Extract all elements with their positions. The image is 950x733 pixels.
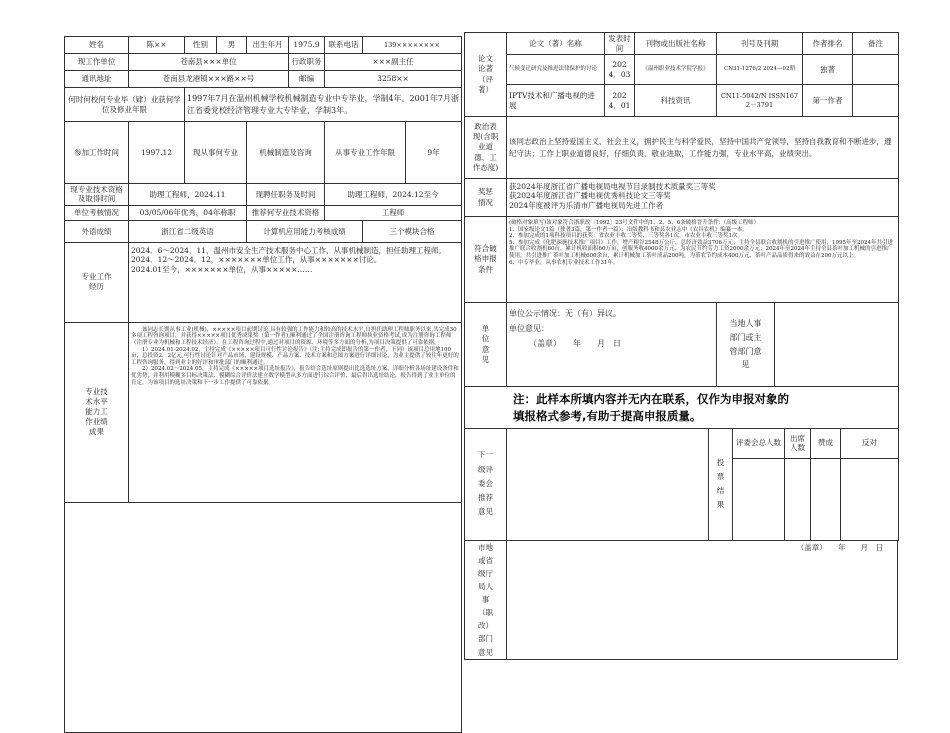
paper-time: 2024．01 bbox=[605, 85, 635, 117]
unit-label: 单位意见 bbox=[465, 303, 507, 387]
unit-opinion: 单位意见： bbox=[509, 324, 549, 334]
phone-label: 联系电话 bbox=[325, 37, 363, 54]
city-opinion-area bbox=[507, 540, 898, 659]
condition-line: 1、国家级论文1篇（独著3篇，第一作者一篇）；出版教科书和县农业志中《农具农机》编纂一本。 bbox=[509, 226, 748, 233]
work-unit-value: 苍南县×××单位 bbox=[129, 54, 289, 71]
name-label: 姓名 bbox=[65, 37, 129, 54]
basic-info-table bbox=[64, 36, 462, 733]
city-table bbox=[464, 540, 898, 660]
vote-yes-value bbox=[811, 458, 841, 540]
left-form bbox=[64, 36, 461, 733]
award-line: 2024年度被评为乐清市广播电视局先进工作者 bbox=[509, 200, 664, 210]
current-pro-label: 现从事何专业 bbox=[185, 122, 247, 184]
foreign-value: 浙江省二级英语 bbox=[129, 220, 247, 242]
hr-label: 当地人事部门或主管部门意见 bbox=[717, 303, 775, 387]
committee-label: 下一级评委会推荐意见 bbox=[465, 428, 507, 540]
unit-publicity: 单位公示情况：无（有）异议。 bbox=[509, 309, 621, 318]
papers-header-journal: 刊物或出版社名称 bbox=[635, 33, 717, 55]
current-pro-value: 机械制造及咨询 bbox=[247, 122, 325, 184]
condition-line: 2、参加完成的1项科技项目的获奖：省农业丰收二等奖、三等奖各1次，市农业丰收三等奖1次。 bbox=[509, 233, 744, 240]
hire-label: 现聘任职务及时间 bbox=[247, 184, 325, 206]
committee-opinion-area bbox=[507, 428, 709, 540]
admin-post-label: 行政职务 bbox=[289, 54, 325, 71]
phone-value: 139×××××××× bbox=[363, 37, 462, 54]
computer-value: 三个模块合格 bbox=[363, 220, 462, 242]
paper-rank: 独著 bbox=[803, 55, 853, 85]
papers-label: 论文论著（评著） bbox=[465, 33, 507, 117]
postcode-label: 邮编 bbox=[289, 71, 325, 88]
postcode-value: 3258×× bbox=[325, 71, 462, 88]
vote-total-value bbox=[733, 458, 785, 540]
paper-title: 气候变迁研究及推进法律保护的讨论 bbox=[507, 55, 605, 85]
birth-value: 1975.9 bbox=[289, 37, 325, 54]
hr-opinion-area bbox=[775, 303, 899, 387]
vote-no-value bbox=[841, 458, 899, 540]
vote-present-label: 出席人数 bbox=[785, 428, 811, 458]
unit-seal: （盖章） 年 月 日 bbox=[529, 339, 621, 349]
right-form bbox=[464, 32, 898, 660]
achievement-content bbox=[129, 322, 462, 502]
paper-journal: 《温州职业技术学院学报》 bbox=[635, 55, 717, 85]
achievement-label: 专业技术水平能力工作业绩成果 bbox=[65, 322, 129, 502]
hire-value: 助理工程师，2024.12至今 bbox=[325, 184, 462, 206]
gender-value: 男 bbox=[217, 37, 247, 54]
vote-yes-label: 赞成 bbox=[811, 428, 841, 458]
paper-time: 2024．03 bbox=[605, 55, 635, 85]
title-label: 现专业技术资格及取得时间 bbox=[65, 184, 129, 206]
papers-header-issn: 刊号及刊期 bbox=[717, 33, 803, 55]
education-value: 1997年7月在温州机械学校机械制造专业中专毕业，学制4年。2001年7月浙江省委党校经济管理专业大专毕业，学制3年。 bbox=[185, 88, 462, 122]
experience-line: 2024.01至今，×××××××单位，从事×××××…… bbox=[131, 264, 313, 274]
experience-line: 2024．12～2024．12，×××××××单位工作，从事×××××××讨论。 bbox=[131, 255, 382, 265]
city-seal: （盖章） 年 月 日 bbox=[796, 542, 883, 552]
papers-header-rank: 作者排名 bbox=[803, 33, 853, 55]
awards-content bbox=[507, 179, 899, 217]
paper-rank: 第一作者 bbox=[803, 85, 853, 117]
foreign-label: 外语成绩 bbox=[65, 220, 129, 242]
experience-content bbox=[129, 242, 462, 322]
assess-value: 03/05/06年优秀，04年称职 bbox=[129, 205, 247, 220]
award-line: 获2024年度浙江省广播电视局电视节目录制技术质量奖三等奖 bbox=[509, 182, 716, 191]
birth-label: 出生年月 bbox=[247, 37, 289, 54]
left-blank-area bbox=[65, 502, 462, 732]
pro-years-value: 9年 bbox=[406, 122, 462, 184]
paper-note bbox=[853, 85, 899, 117]
note-area bbox=[465, 387, 899, 429]
papers-header-time: 发表时间 bbox=[605, 33, 635, 55]
join-work-value: 1997.12 bbox=[129, 122, 185, 184]
name-value: 陈×× bbox=[129, 37, 185, 54]
assess-label: 单位考核情况 bbox=[65, 205, 129, 220]
join-work-label: 参加工作时间 bbox=[65, 122, 129, 184]
right-table bbox=[464, 32, 899, 429]
work-unit-label: 现工作单位 bbox=[65, 54, 129, 71]
vote-present-value bbox=[785, 458, 811, 540]
committee-table bbox=[464, 428, 899, 541]
paper-note bbox=[853, 55, 899, 85]
condition-line: 6、中专毕业，从事农机专业技术工作31年。 bbox=[509, 259, 619, 266]
table-row bbox=[465, 55, 899, 85]
award-line: 获2024年度浙江省广播电视优秀科技论文三等奖 bbox=[509, 191, 671, 201]
politics-label: 政治表现(含职业道德、工作态度) bbox=[465, 117, 507, 179]
condition-line: 5、参加完成《化肥深施技术推广项目》工作，增产粮谷2548万公斤，总经济效益3706万元；主持全县联合收割机的引进推广使用，1995年至2024年共引进推广联合收割机60台，累计机收面积60万亩，创服务收4000余万元，为农民节约劳力工资2000余万元；2024年至2024年主持全县茶叶加工机械的引进推广使用，共引进推广茶叶加工机械600余台，累计机械加工茶叶成品200吨，为茶农节约成本400万元，茶叶产品品质得来的效益在200万元以上。 bbox=[509, 239, 893, 259]
achievement-paragraph: 1）2024.01-2024.02，主持完成《×××××项目可行性讨论报告》（注:主持完成即报告的第一作者，下同）该项目总用地100亩，总投资2．2亿元,可行性讨论针对产品市场、建设规模、产品方案、技术方案和总图方案进行详细讨论，为业主提供了较往年更好的工程咨询服务，得到业主的好评和审批部门的顺利通过。 bbox=[131, 346, 459, 366]
conditions-label: 符合破格申报条件 bbox=[465, 217, 507, 303]
admin-post-value: ×××副主任 bbox=[325, 54, 462, 71]
vote-no-label: 反对 bbox=[841, 428, 899, 458]
city-label: 市地或省级厅局人事（职改）部门意见 bbox=[465, 540, 507, 659]
paper-journal: 科技资讯 bbox=[635, 85, 717, 117]
gender-label: 性别 bbox=[185, 37, 217, 54]
papers-header-note: 备注 bbox=[853, 33, 899, 55]
vote-label: 投票结果 bbox=[709, 428, 733, 540]
experience-line: 2024．6～2024．11，温州市安全生产技术服务中心工作，从事机械制造，担任助理工程师。 bbox=[131, 245, 446, 255]
paper-title: IPTV技术和广播电视的进展 bbox=[507, 85, 605, 117]
sample-note: 注：此样本所填内容并无内在联系，仅作为申报对象的填报格式参考,有助于提高申报质量。 bbox=[513, 392, 789, 423]
conditions-content bbox=[507, 217, 899, 303]
paper-issn: CN11-5042/N ISSN1672－3791 bbox=[717, 85, 803, 117]
papers-header-title: 论文（著）名称 bbox=[507, 33, 605, 55]
title-value: 助理工程师，2024.11 bbox=[129, 184, 247, 206]
education-label: 何时何校何专业毕（肄）业获何学位及修业年限 bbox=[65, 88, 185, 122]
paper-issn: CN31-1276/2 2024—02期 bbox=[717, 55, 803, 85]
experience-label: 专业工作经历 bbox=[65, 242, 129, 322]
unit-content bbox=[507, 303, 717, 387]
awards-label: 奖惩情况 bbox=[465, 179, 507, 217]
politics-value: 该同志政治上坚持爱国主义、社会主义，拥护民主与科学爱民，坚持中国共产党领导，坚持自我教育和不断进步，遵纪守法；工作上职业道德良好，仔细负责，敬业进取，工作能力强，专业水平高，业绩突出。 bbox=[507, 117, 899, 179]
apply-label: 推荐何专业技术资格 bbox=[247, 205, 325, 220]
condition-line: (破格对象填写)该对象符合浙职改〔1992〕23号文件中的1、2、5、6条破格晋升条件:（高级工程师） bbox=[509, 220, 760, 226]
address-label: 通讯地址 bbox=[65, 71, 129, 88]
pro-years-label: 从事专业工作年限 bbox=[325, 122, 406, 184]
table-row bbox=[465, 85, 899, 117]
address-value: 苍南县龙港镇×××路××号 bbox=[129, 71, 289, 88]
apply-value: 工程师 bbox=[325, 205, 462, 220]
achievement-paragraph: 该同志长期从事工业(机械)，×××××项目前期讨论,具有较强的工作能力和较高的技术水平,自担任助理工程师职务以来,共完成30多项工程咨询项目，并获得×××××项目优秀成果奖（第一作者),顺利通过了全国注册咨询工程师执业资格考试,成为注册咨询工程师（注册专业为机械和工程技术经济）。在工程咨询过程中,通过对项目的资源、环境等多方面的分析,为项目决策提供了可靠依据。 bbox=[131, 326, 457, 346]
vote-total-label: 评委会总人数 bbox=[733, 428, 785, 458]
computer-label: 计算机应用能力考核成绩 bbox=[247, 220, 363, 242]
achievement-paragraph: 2）2024.02～2024.05，主持完成《×××××项目选址报告》，报告结合选址原则提出比选选址方案，详细分析各场址建设条件和优劣势，并利用模糊多目标决策法、模糊综合评价法建立数学模型从多方面进行综合评价，最后得出选址结论，报告得到了业主单位的肯定，为该项目的选址决策和下一步工作提供了可靠依据。 bbox=[131, 366, 459, 386]
